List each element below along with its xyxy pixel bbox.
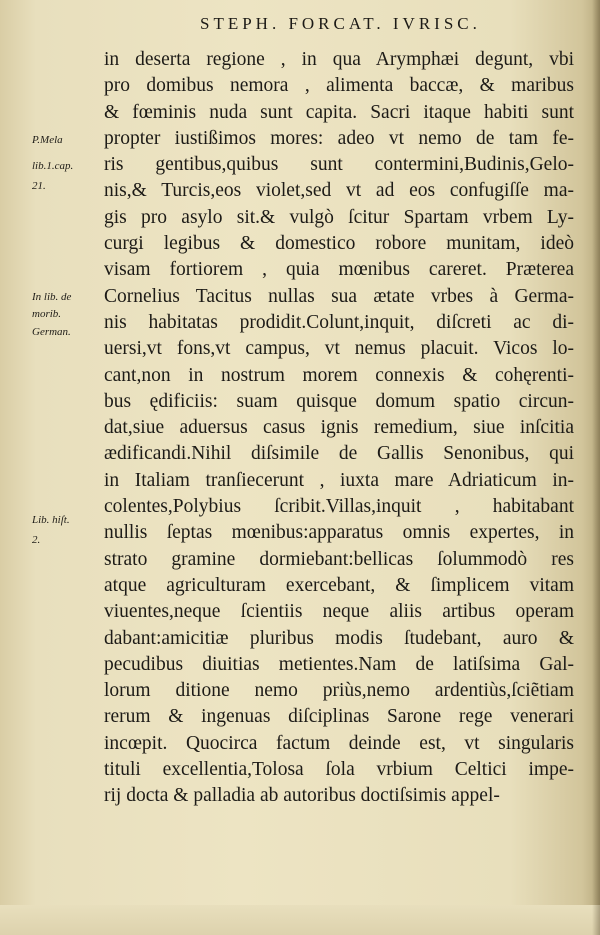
text-line: atque agriculturam exercebant, & ſimplicem vitam [104,574,574,596]
text-line: & fœminis nuda sunt capita. Sacri itaque habiti sunt [104,101,574,123]
text-line: gis pro asylo sit.& vulgò ſcitur Spartam vrbem Ly- [104,206,574,228]
text-line: pro domibus nemora , alimenta baccæ, & maribus [104,75,574,97]
text-line: visam fortiorem , quia mœnibus careret. Præterea [104,259,574,281]
text-line: viuentes,neque ſcientiis neque aliis artibus operam [104,601,574,623]
text-line: tituli excellentia,Tolosa ſola vrbium Celtici impe- [104,759,574,781]
text-line: nis habitatas prodidit.Colunt,inquit, diſcreti ac di- [104,311,574,333]
text-line: dabant:amicitiæ pluribus modis ſtudebant, auro & [104,627,574,649]
text-line: nis,& Turcis,eos violet,sed vt ad eos confugiſſe ma- [104,180,574,202]
text-line: curgi legibus & domestico robore munitam, ideò [104,233,574,255]
margin-note-number-21: 21. [32,180,46,192]
text-line: in deserta regione , in qua Arymphæi degunt, vbi [104,49,574,70]
text-line: dat,siue aduersus casus ignis remedium, siue inſcitia [104,417,574,439]
text-line: propter iustißimos mores: adeo vt nemo de tam fe- [104,127,574,149]
page-bottom-margin [0,905,600,935]
text-line: in Italiam tranſiecerunt , iuxta mare Adriaticum in- [104,469,574,491]
text-line: ædificandi.Nihil diſsimile de Gallis Senonibus, qui [104,443,574,465]
text-line: bus ędificiis: suam quisque domum spatio circun- [104,390,574,412]
text-line: incœpit. Quocirca factum deinde est, vt singularis [104,732,574,754]
text-line: cant,non in nostrum morem connexis & cohęrenti- [104,364,574,386]
margin-note-number-2: 2. [32,534,41,546]
margin-note-in-lib-de: In lib. de [32,291,72,303]
text-line: uersi,vt fons,vt campus, vt nemus placuit. Vicos lo- [104,338,574,360]
text-line: pecudibus diuitias metientes.Nam de latiſsima Gal- [104,653,574,675]
margin-note-lib-hist: Lib. hiſt. [32,514,70,526]
running-head: STEPH. FORCAT. IVRISC. [200,14,481,33]
margin-note-german: German. [32,326,71,338]
text-line: nullis ſeptas mœnibus:apparatus omnis expertes, in [104,522,574,544]
margin-note-moribus: morib. [32,308,62,320]
text-line: Cornelius Tacitus nullas sua ætate vrbes à Germa- [104,285,574,307]
main-text-block [104,47,574,810]
text-line: lorum ditione nemo priùs,nemo ardentiùs,ſciẽtiam [104,680,574,702]
text-line: rerum & ingenuas diſciplinas Sarone rege venerari [104,706,574,728]
text-line: ris gentibus,quibus sunt contermini,Budinis,Gelo- [104,154,574,176]
margin-note-lib-cap: lib.1.cap. [32,160,74,172]
text-line: rij docta & palladia ab autoribus doctiſsimis appel- [104,785,500,807]
margin-note-pmela: P.Mela [32,134,63,146]
text-line: strato gramine dormiebant:bellicas ſolummodò res [104,548,574,570]
text-line: colentes,Polybius ſcribit.Villas,inquit , habitabant [104,496,574,518]
